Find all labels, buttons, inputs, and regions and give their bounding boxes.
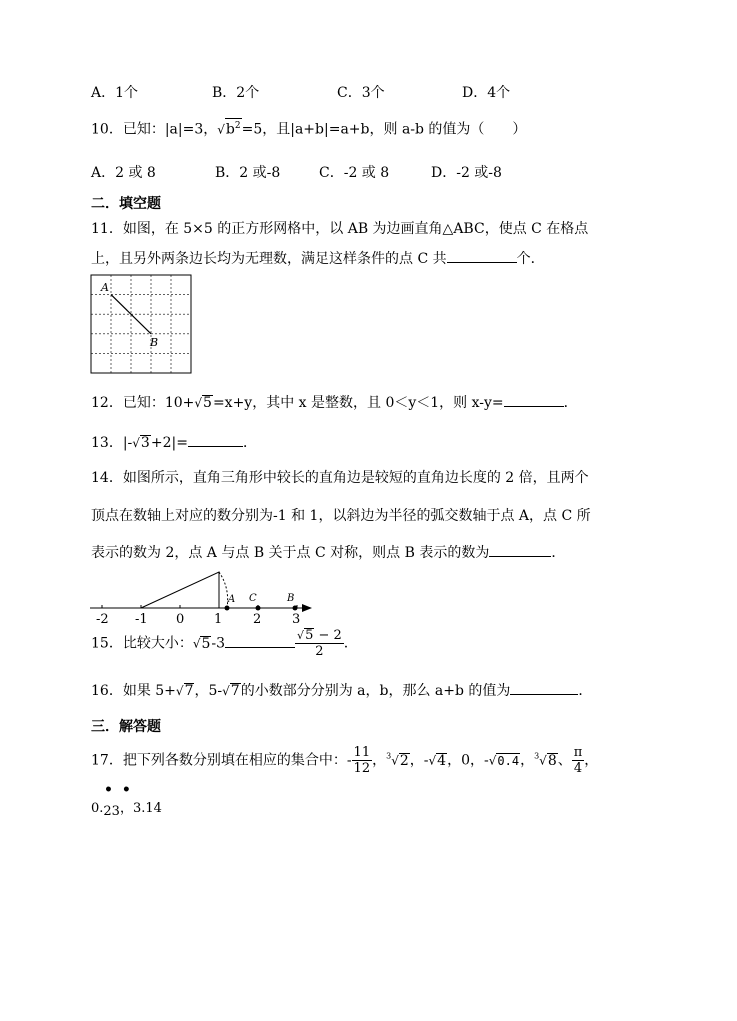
sqrt-sign: √ — [175, 684, 184, 698]
axis-arrow — [302, 604, 312, 612]
sqrt-sign: √ — [391, 753, 399, 768]
fraction: $\frac{11}{12}$ — [353, 745, 371, 776]
radicand: 3 — [140, 435, 150, 451]
q10-option-c: C．-2 或 8 — [319, 165, 390, 181]
sqrt-sign: √ — [132, 436, 140, 450]
point-b-label: B — [287, 593, 295, 604]
radicand: 2 — [399, 752, 409, 769]
sqrt-sign: √ — [297, 629, 305, 642]
sqrt-sign: √ — [194, 396, 203, 410]
q10-option-a: A．2 或 8 — [91, 165, 156, 181]
answer-blank — [504, 394, 564, 407]
fraction: $\frac{√5 - 2}{2}$ — [297, 628, 342, 659]
tick-label: 3 — [292, 612, 301, 627]
point-a — [225, 606, 230, 611]
q9-option-b: B．2个 — [212, 85, 260, 101]
number-line-figure — [88, 566, 318, 628]
question-14-line1: 14．如图所示，直角三角形中较长的直角边是较短的直角边长度的 2 倍，且两个 — [91, 470, 589, 486]
tick-label: 1 — [214, 612, 223, 627]
q10-option-d: D．-2 或-8 — [431, 165, 502, 181]
question-15: 15．比较大小：√5-3 $\frac{√5 - 2}{2}$ . — [91, 628, 349, 659]
radicand: 7 — [184, 683, 194, 699]
tick-label: 0 — [176, 612, 185, 627]
question-14-line3: 表示的数为 2，点 A 与点 B 关于点 C 对称，则点 B 表示的数为 ． — [91, 545, 566, 561]
radicand: $b^2$ — [225, 118, 242, 137]
answer-blank — [510, 682, 578, 695]
question-14-line2: 顶点在数轴上对应的数分别为-1 和 1，以斜边为半径的弧交数轴于点 A，点 C 所 — [91, 508, 591, 524]
tick-label: -2 — [96, 612, 109, 627]
question-11-line2: 上，且另外两条边长均为无理数，满足这样条件的点 C 共 个． — [91, 251, 545, 267]
arc — [219, 572, 228, 608]
question-17-line2: 0.23，3.14 — [91, 801, 162, 819]
fraction: $\frac{\pi}{4}$ — [573, 745, 583, 776]
section-title-solve: 三．解答题 — [91, 719, 161, 735]
sqrt-sign: √ — [217, 122, 225, 137]
q9-option-d: D．4个 — [462, 85, 511, 101]
point-c-label: C — [249, 593, 257, 604]
sqrt-sign: √ — [192, 636, 201, 651]
answer-blank — [489, 544, 551, 557]
radicand: 5 — [203, 395, 212, 411]
radicand: 5 — [201, 635, 211, 652]
question-16: 16．如果 5+√7，5-√7的小数部分分别为 a，b，那么 a+b 的值为 ． — [91, 683, 593, 699]
grid-figure — [90, 274, 192, 374]
question-13: 13．|-√3+2|= ． — [91, 435, 257, 451]
point-a-label: A — [101, 281, 109, 294]
q10-option-b: B．2 或-8 — [215, 165, 281, 181]
sqrt-sign: √ — [488, 753, 497, 768]
q9-option-a: A．1个 — [91, 85, 139, 101]
sqrt-sign: √ — [428, 753, 437, 768]
radicand: 7 — [230, 683, 240, 699]
point-c — [256, 606, 261, 611]
point-b-label: B — [150, 336, 159, 349]
radicand: 0.4 — [497, 753, 520, 768]
tick-label: -1 — [135, 612, 148, 627]
radicand: 4 — [437, 752, 447, 769]
answer-blank — [188, 434, 243, 447]
section-title-fill-in: 二．填空题 — [91, 196, 161, 212]
sqrt-sign: √ — [222, 684, 230, 698]
question-17-line1: 17．把下列各数分别填在相应的集合中：- $\frac{11}{12}$ ，$^3$√2，-√4，0，-√0.4，$^3$√8、 $\frac{\pi}{4}$ ， — [91, 745, 599, 776]
tick-label: 2 — [253, 612, 262, 627]
question-10: 10．已知：|a|=3，$√b^2=5$，且|a+b|=a+b，则 a-b 的值为（ ） — [91, 118, 526, 139]
q9-option-c: C．3个 — [337, 85, 385, 101]
repeating-dots: • • — [104, 782, 133, 798]
right-triangle — [141, 572, 219, 608]
point-b — [293, 606, 298, 611]
point-a-label: A — [228, 594, 236, 605]
question-11-line1: 11．如图，在 5×5 的正方形网格中，以 AB 为边画直角△ABC，使点 C 在格点 — [91, 221, 589, 237]
answer-blank — [225, 635, 295, 648]
answer-blank — [447, 250, 517, 263]
sqrt-sign: √ — [539, 753, 547, 768]
question-12: 12．已知：10+√5=x+y，其中 x 是整数，且 0＜y＜1，则 x-y= ． — [91, 395, 578, 411]
radicand: 8 — [547, 752, 557, 769]
